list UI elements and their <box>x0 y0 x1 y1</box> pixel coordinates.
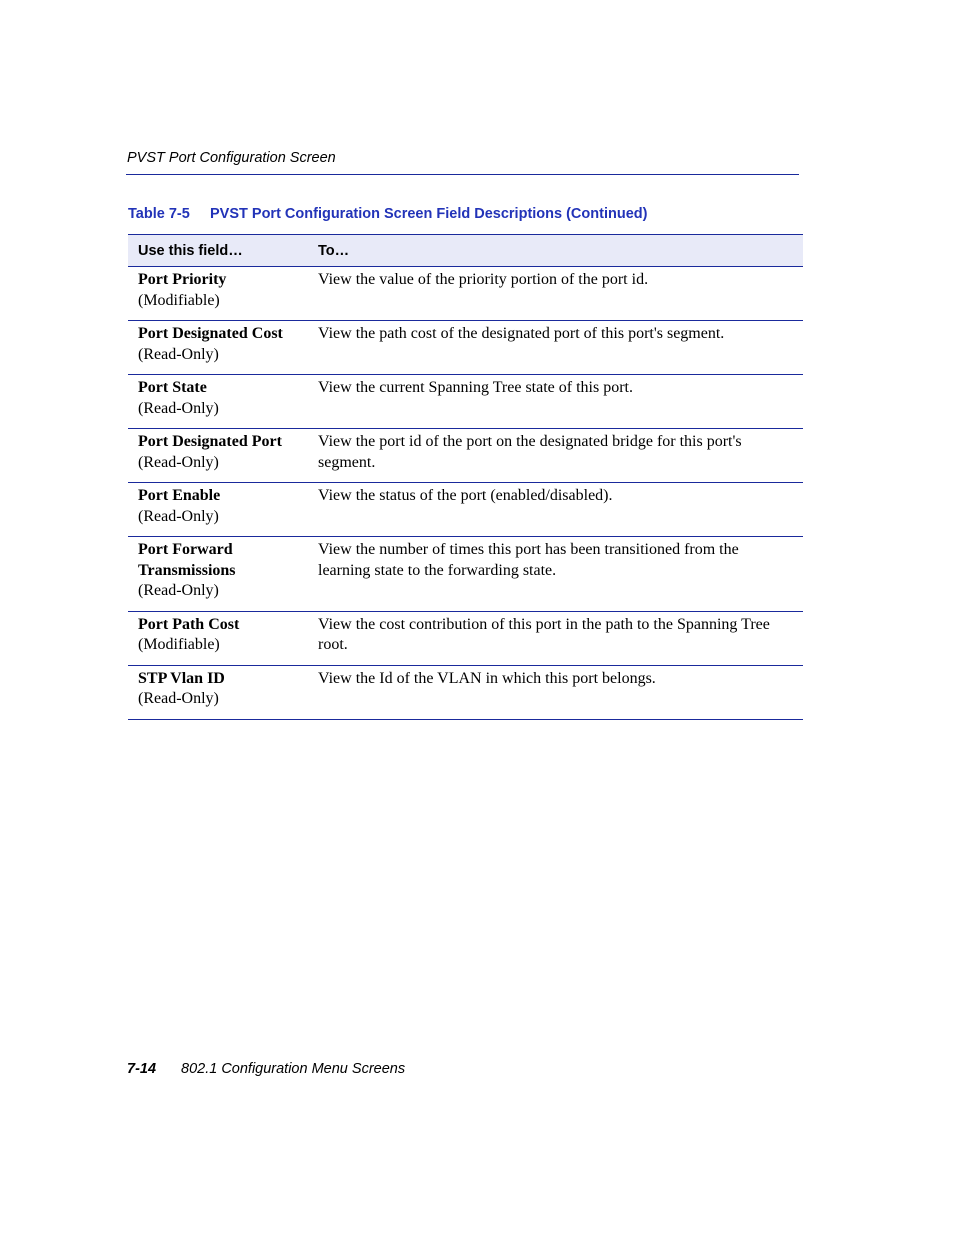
table-caption-number: Table 7-5 <box>128 206 190 222</box>
field-name: Port Enable <box>138 487 221 504</box>
table-row <box>128 483 803 537</box>
field-description: View the Id of the VLAN in which this port belongs. <box>308 665 803 719</box>
table-row <box>128 267 803 321</box>
footer-section-title: 802.1 Configuration Menu Screens <box>181 1061 406 1077</box>
field-name: Port State <box>138 379 207 396</box>
field-name: Port Designated Port <box>138 433 282 450</box>
field-access: (Modifiable) <box>138 291 220 309</box>
field-access: (Modifiable) <box>138 636 220 653</box>
field-access: (Read-Only) <box>138 453 219 471</box>
field-description: View the cost contribution of this port in the path to the Spanning Tree root. <box>308 611 803 665</box>
field-description: View the port id of the port on the designated bridge for this port's segment. <box>308 429 803 483</box>
field-access: (Read-Only) <box>138 507 219 525</box>
field-cell <box>128 611 308 665</box>
table-row <box>128 611 803 665</box>
table-row <box>128 429 803 483</box>
field-name: Port Forward Transmissions <box>138 541 236 579</box>
page-number: 7-14 <box>127 1061 157 1077</box>
field-name: Port Designated Cost <box>138 325 283 342</box>
field-description: View the path cost of the designated port of this port's segment. <box>308 321 803 375</box>
field-access: (Read-Only) <box>138 345 219 363</box>
table-caption <box>128 205 647 223</box>
field-description: View the status of the port (enabled/disabled). <box>308 483 803 537</box>
table-row <box>128 537 803 612</box>
field-access: (Read-Only) <box>138 399 219 417</box>
column-header-to: To… <box>308 235 803 267</box>
header-rule <box>126 174 799 175</box>
field-cell <box>128 321 308 375</box>
running-footer <box>127 1060 405 1078</box>
running-header-title: PVST Port Configuration Screen <box>127 150 336 166</box>
field-description: View the current Spanning Tree state of this port. <box>308 375 803 429</box>
field-cell <box>128 537 308 612</box>
field-cell <box>128 429 308 483</box>
field-access: (Read-Only) <box>138 690 219 707</box>
column-header-field: Use this field… <box>128 235 308 267</box>
field-cell <box>128 665 308 719</box>
table-row <box>128 665 803 719</box>
field-access: (Read-Only) <box>138 582 219 599</box>
field-description: View the value of the priority portion of the port id. <box>308 267 803 321</box>
field-name: Port Path Cost <box>138 615 240 633</box>
table-caption-title: PVST Port Configuration Screen Field Descriptions (Continued) <box>210 206 648 222</box>
table-header-row <box>128 235 803 267</box>
field-cell <box>128 375 308 429</box>
field-name: Port Priority <box>138 271 227 288</box>
field-descriptions-table <box>128 234 803 720</box>
table-row <box>128 321 803 375</box>
table-row <box>128 375 803 429</box>
field-cell <box>128 267 308 321</box>
field-description: View the number of times this port has been transitioned from the learning state to the forwarding state. <box>308 537 803 612</box>
field-cell <box>128 483 308 537</box>
field-name: STP Vlan ID <box>138 669 225 687</box>
